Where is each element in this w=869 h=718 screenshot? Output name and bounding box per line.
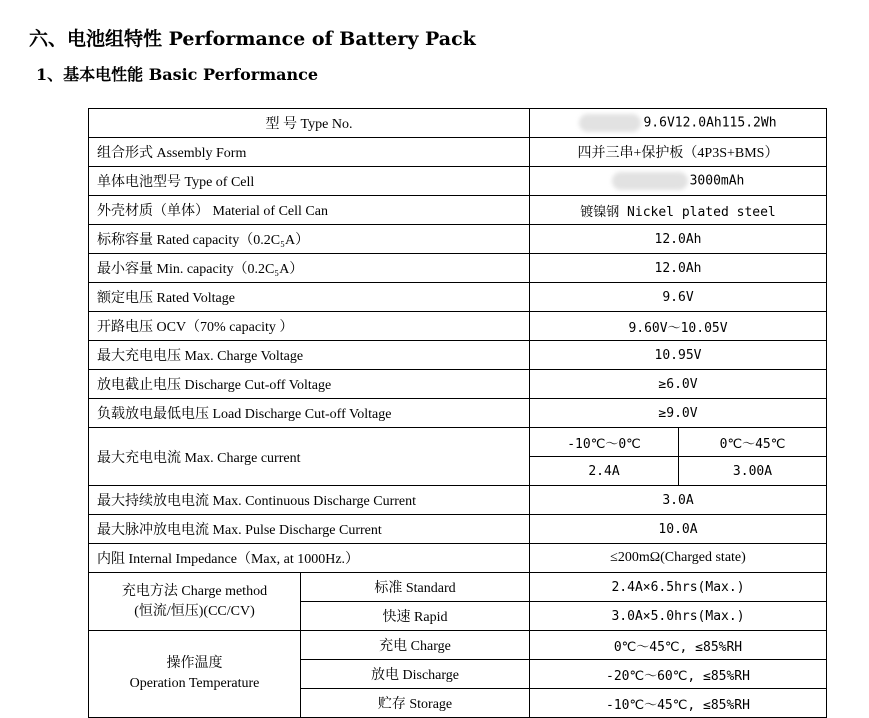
charge-method-value: 3.0A×5.0hrs(Max.) <box>530 602 827 631</box>
row-label: 内阻 Internal Impedance（Max, at 1000Hz.） <box>89 544 530 573</box>
row-label: 负载放电最低电压 Load Discharge Cut-off Voltage <box>89 399 530 428</box>
row-label: 标称容量 Rated capacity（0.2C₅A） <box>89 225 530 254</box>
table-row <box>89 283 827 312</box>
row-value: ≤200mΩ(Charged state) <box>530 544 827 573</box>
row-label: 最大持续放电电流 Max. Continuous Discharge Current <box>89 486 530 515</box>
row-label: 最大脉冲放电电流 Max. Pulse Discharge Current <box>89 515 530 544</box>
table-row <box>89 515 827 544</box>
row-label: 外壳材质（单体） Material of Cell Can <box>89 196 530 225</box>
table-row <box>89 370 827 399</box>
charge-current-high: 3.00A <box>679 457 827 486</box>
row-label: 组合形式 Assembly Form <box>89 138 530 167</box>
charge-current-low: 2.4A <box>530 457 679 486</box>
row-value: ≥6.0V <box>530 370 827 399</box>
charge-method-name: 标准 Standard <box>301 573 530 602</box>
table-row <box>89 138 827 167</box>
temp-range-low: -10℃～0℃ <box>530 428 679 457</box>
operation-temperature-label-line2: Operation Temperature <box>129 676 260 691</box>
table-row <box>89 167 827 196</box>
operation-condition-value: -20℃～60℃, ≤85%RH <box>530 660 827 689</box>
table-row <box>89 399 827 428</box>
table-row <box>89 544 827 573</box>
row-label: 单体电池型号 Type of Cell <box>89 167 530 196</box>
table-row <box>89 109 827 138</box>
subsection-heading: 1、基本电性能 Basic Performance <box>36 65 319 84</box>
row-value: 3.0A <box>530 486 827 515</box>
row-value: 镀镍钢 Nickel plated steel <box>530 196 827 225</box>
redacted-blur <box>612 172 688 190</box>
battery-performance-table <box>88 108 827 718</box>
table-row <box>89 573 827 602</box>
charge-method-value: 2.4A×6.5hrs(Max.) <box>530 573 827 602</box>
table-row <box>89 225 827 254</box>
table-row <box>89 428 827 457</box>
row-value: 10.95V <box>530 341 827 370</box>
operation-condition-name: 充电 Charge <box>301 631 530 660</box>
charge-method-label-line1: 充电方法 Charge method <box>121 583 268 599</box>
table-row <box>89 254 827 283</box>
max-charge-current-label: 最大充电电流 Max. Charge current <box>89 428 530 486</box>
row-label: 额定电压 Rated Voltage <box>89 283 530 312</box>
operation-condition-name: 放电 Discharge <box>301 660 530 689</box>
charge-method-label <box>89 573 301 631</box>
row-value: 四并三串+保护板（4P3S+BMS） <box>530 138 827 167</box>
operation-condition-name: 贮存 Storage <box>301 689 530 718</box>
row-value-type-no: 9.6V12.0Ah115.2Wh <box>530 109 827 138</box>
table-row <box>89 631 827 660</box>
row-label: 最大充电电压 Max. Charge Voltage <box>89 341 530 370</box>
row-value: ≥9.0V <box>530 399 827 428</box>
row-label: 最小容量 Min. capacity（0.2C₅A） <box>89 254 530 283</box>
table-row <box>89 341 827 370</box>
section-heading: 六、电池组特性 Performance of Battery Pack <box>29 28 476 50</box>
table-row <box>89 196 827 225</box>
operation-condition-value: 0℃～45℃, ≤85%RH <box>530 631 827 660</box>
row-value: 10.0A <box>530 515 827 544</box>
temp-range-high: 0℃～45℃ <box>679 428 827 457</box>
operation-condition-value: -10℃～45℃, ≤85%RH <box>530 689 827 718</box>
redacted-blur <box>579 114 641 132</box>
operation-temperature-label <box>89 631 301 718</box>
row-label: 放电截止电压 Discharge Cut-off Voltage <box>89 370 530 399</box>
row-label: 开路电压 OCV（70% capacity ） <box>89 312 530 341</box>
row-value: 12.0Ah <box>530 225 827 254</box>
charge-method-label-line2: (恒流/恒压)(CC/CV) <box>134 603 255 619</box>
table-row <box>89 486 827 515</box>
row-label-type-no: 型 号 Type No. <box>89 109 530 138</box>
charge-method-name: 快速 Rapid <box>301 602 530 631</box>
operation-temperature-label-line1: 操作温度 <box>166 656 223 671</box>
row-value: 12.0Ah <box>530 254 827 283</box>
row-value-cell-type: 3000mAh <box>530 167 827 196</box>
table-row <box>89 312 827 341</box>
row-value: 9.60V～10.05V <box>530 312 827 341</box>
row-value: 9.6V <box>530 283 827 312</box>
